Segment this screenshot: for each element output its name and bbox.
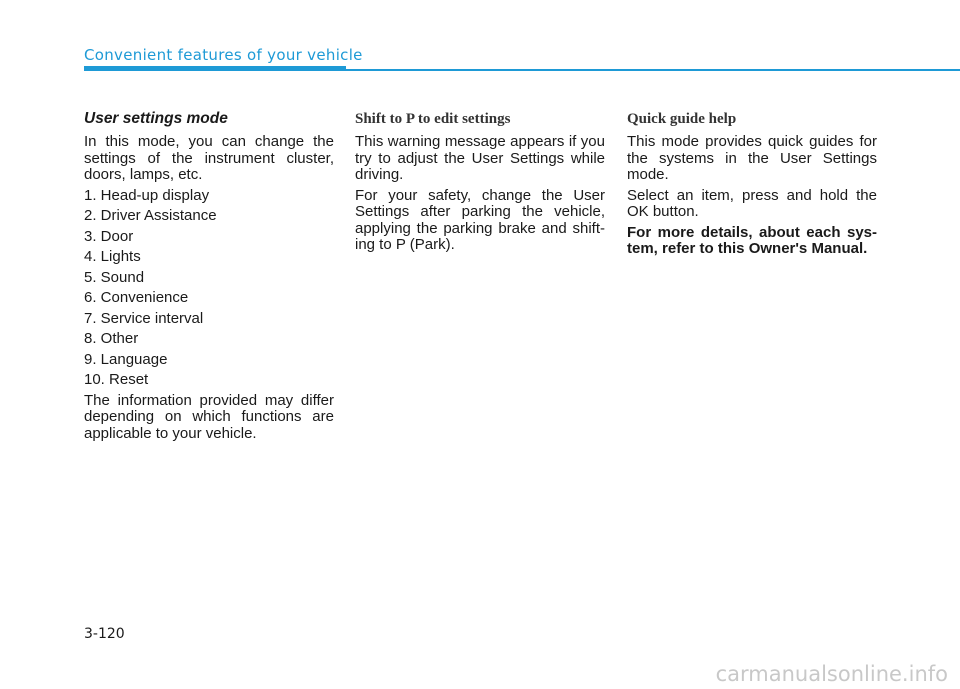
safety-paragraph: For your safety, change the User Settings after parking the vehicle, applying the parking brake and shift- ing to P (Park). (355, 186, 605, 253)
column-quick-guide (627, 110, 877, 262)
list-item: 1. Head-up display (84, 186, 210, 204)
list-item: 5. Sound (84, 268, 145, 286)
list-item: 4. Lights (84, 248, 141, 265)
warning-paragraph: This warning message appears if you try to adjust the User Settings while driving. (355, 133, 605, 183)
list-item: 7. Service interval (84, 309, 204, 327)
select-item-paragraph: Select an item, press and hold the OK button. (627, 186, 877, 220)
list-item: 6. Convenience (84, 289, 189, 306)
note-paragraph: The information provided may differ depending on which functions are applicable to your vehicle. (84, 391, 334, 442)
list-item: 9. Language (84, 350, 168, 368)
heading-user-settings-mode: User settings mode (84, 110, 228, 127)
heading-quick-guide-help: Quick guide help (627, 111, 737, 127)
list-item: 10. Reset (84, 371, 149, 388)
list-item: 3. Door (84, 227, 134, 245)
list-item: 8. Other (84, 330, 139, 347)
watermark: carmanualsonline.info (715, 662, 948, 686)
list-item: 2. Driver Assistance (84, 207, 217, 224)
details-paragraph: For more details, about each sys- tem, refer to this Owner's Manual. (627, 223, 877, 257)
intro-paragraph: In this mode, you can change the settings of the instrument cluster, doors, lamps, etc. (84, 133, 334, 183)
section-title: Convenient features of your vehicle (84, 46, 363, 64)
heading-shift-to-p: Shift to P to edit settings (355, 111, 511, 127)
header-accent-bar (84, 66, 346, 71)
header-rule (346, 69, 960, 71)
column-user-settings (84, 110, 334, 446)
page-number: 3-120 (84, 626, 125, 642)
column-shift-to-p (355, 110, 605, 258)
quick-guide-paragraph: This mode provides quick guides for the systems in the User Settings mode. (627, 133, 877, 183)
